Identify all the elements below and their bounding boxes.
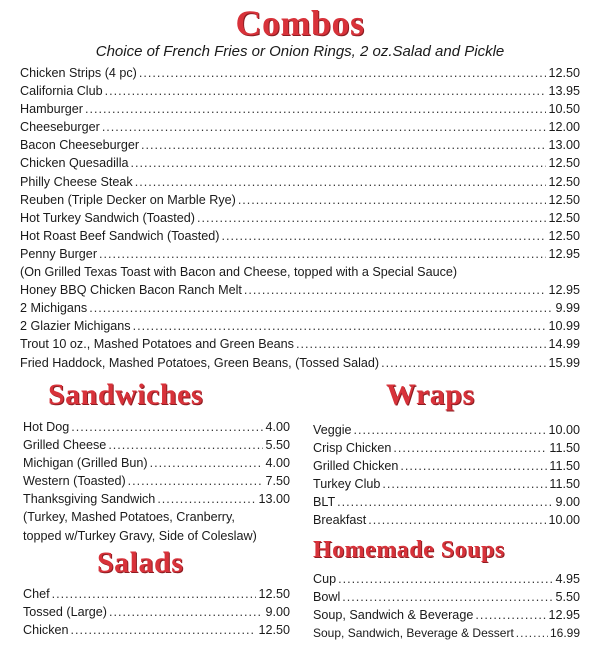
list-item [313, 624, 580, 642]
dot-leader [393, 439, 547, 457]
dot-leader [102, 118, 547, 136]
list-item [20, 136, 580, 154]
item-name: Tossed (Large) [23, 605, 107, 620]
item-price: 12.50 [548, 156, 580, 171]
list-item [313, 421, 580, 439]
list-item [20, 317, 580, 335]
dot-leader [135, 173, 547, 191]
item-name: Grilled Cheese [23, 438, 107, 453]
dot-leader [105, 82, 547, 100]
dot-leader [382, 475, 547, 493]
combos-list [20, 64, 580, 372]
sandwiches-list [23, 418, 290, 545]
item-price: 12.50 [258, 623, 290, 638]
list-item [20, 82, 580, 100]
item-name: Penny Burger [20, 246, 98, 261]
dot-leader [238, 191, 547, 209]
item-price: 11.50 [549, 441, 580, 456]
list-item [20, 173, 580, 191]
list-item [313, 511, 580, 529]
dot-leader [400, 457, 547, 475]
list-item [20, 227, 580, 245]
item-name: Chef [23, 587, 50, 601]
item-price: 11.50 [549, 477, 580, 492]
item-price: 9.00 [265, 605, 290, 620]
wraps-list [313, 421, 580, 530]
list-item [313, 606, 580, 624]
item-price: 12.50 [548, 66, 580, 80]
item-name: Hot Roast Beef Sandwich (Toasted) [20, 228, 220, 243]
item-name: Chicken [23, 623, 69, 638]
item-price: 16.99 [549, 626, 580, 641]
item-price: 13.95 [548, 84, 580, 99]
item-price: 7.50 [265, 474, 290, 489]
item-name: Trout 10 oz., Mashed Potatoes and Green Beans [20, 337, 294, 352]
item-name: Fried Haddock, Mashed Potatoes, Green Beans, (Tossed Salad) [20, 355, 380, 370]
dot-leader [354, 421, 547, 439]
list-item [23, 436, 290, 454]
item-price: 12.95 [548, 608, 580, 623]
thanksgiving-note-line: (Turkey, Mashed Potatoes, Cranberry, [23, 510, 235, 525]
item-name: Bowl [313, 590, 341, 605]
list-item [23, 490, 290, 508]
list-item [23, 621, 290, 639]
item-price: 10.00 [548, 513, 580, 528]
dot-leader [128, 472, 264, 490]
dot-leader [197, 209, 546, 227]
dot-leader [516, 624, 548, 642]
dot-leader [89, 299, 553, 317]
item-price: 9.00 [555, 495, 580, 510]
list-item [313, 475, 580, 493]
item-name: Veggie [313, 423, 352, 437]
list-item [20, 354, 580, 372]
item-price: 4.95 [555, 572, 580, 586]
item-name: Hot Turkey Sandwich (Toasted) [20, 210, 195, 225]
list-item [313, 439, 580, 457]
list-item [20, 64, 580, 82]
list-item [23, 603, 290, 621]
list-item [20, 281, 580, 299]
combos-heading: Combos [235, 3, 365, 43]
item-name: Turkey Club [313, 477, 381, 492]
item-name: Chicken Strips (4 pc) [20, 66, 137, 80]
item-name: Chicken Quesadilla [20, 156, 129, 171]
item-price: 4.00 [265, 456, 290, 471]
dot-leader [157, 490, 256, 508]
item-name: Philly Cheese Steak [20, 174, 133, 189]
list-item [313, 457, 580, 475]
item-price: 11.50 [549, 459, 580, 474]
dot-leader [71, 418, 263, 436]
dot-leader [85, 100, 546, 118]
dot-leader [108, 436, 263, 454]
item-price: 12.50 [548, 210, 580, 225]
item-name: Breakfast [313, 513, 367, 528]
item-price: 13.00 [548, 138, 580, 153]
item-price: 15.99 [548, 355, 580, 370]
list-item [20, 191, 580, 209]
item-price: 12.95 [548, 283, 580, 298]
item-name: Bacon Cheeseburger [20, 138, 140, 153]
list-item [20, 209, 580, 227]
item-price: 10.50 [548, 102, 580, 117]
combos-subtitle: Choice of French Fries or Onion Rings, 2 oz.Salad and Pickle [95, 43, 505, 60]
soups-list [313, 570, 580, 642]
item-price: 12.95 [548, 246, 580, 261]
list-item [20, 154, 580, 172]
item-name: Grilled Chicken [313, 459, 399, 474]
soups-heading: Homemade Soups [313, 537, 505, 563]
list-item [20, 245, 580, 263]
list-item [20, 118, 580, 136]
item-price: 13.00 [258, 492, 290, 507]
item-price: 12.50 [548, 228, 580, 243]
item-price: 12.50 [258, 587, 290, 601]
item-name: Cheeseburger [20, 120, 100, 135]
list-item [23, 585, 290, 603]
list-item [23, 472, 290, 490]
item-price: 12.50 [548, 174, 580, 189]
dot-leader [296, 335, 547, 353]
item-name: Honey BBQ Chicken Bacon Ranch Melt [20, 283, 242, 298]
dot-leader [141, 136, 546, 154]
sandwiches-heading: Sandwiches [48, 378, 204, 411]
item-name: Soup, Sandwich & Beverage [313, 608, 474, 623]
list-item [313, 588, 580, 606]
dot-leader [368, 511, 546, 529]
dot-leader [337, 493, 553, 511]
item-name: Cup [313, 572, 337, 586]
item-price: 4.00 [265, 420, 290, 434]
item-name: 2 Michigans [20, 301, 88, 316]
item-name: Western (Toasted) [23, 474, 126, 489]
thanksgiving-note-line: topped w/Turkey Gravy, Side of Coleslaw) [23, 528, 257, 543]
dot-leader [139, 64, 547, 82]
item-price: 5.50 [555, 590, 580, 605]
dot-leader [133, 317, 547, 335]
list-item [23, 454, 290, 472]
dot-leader [109, 603, 263, 621]
item-name: Hamburger [20, 102, 83, 117]
item-name: Hot Dog [23, 420, 70, 434]
item-name: Michigan (Grilled Bun) [23, 456, 148, 471]
dot-leader [222, 227, 547, 245]
item-name: Soup, Sandwich, Beverage & Dessert [313, 626, 514, 641]
dot-leader [71, 621, 257, 639]
item-price: 10.99 [548, 319, 580, 334]
dot-leader [52, 585, 257, 603]
dot-leader [150, 454, 264, 472]
dot-leader [475, 606, 546, 624]
item-price: 9.99 [555, 301, 580, 316]
dot-leader [99, 245, 546, 263]
wraps-heading: Wraps [386, 378, 475, 411]
item-name: 2 Glazier Michigans [20, 319, 131, 334]
item-name: Reuben (Triple Decker on Marble Rye) [20, 192, 236, 207]
item-name: Crisp Chicken [313, 441, 392, 456]
list-item [313, 493, 580, 511]
dot-leader [381, 354, 546, 372]
item-name: Thanksgiving Sandwich [23, 492, 156, 507]
list-item [20, 335, 580, 353]
list-item [20, 100, 580, 118]
item-price: 12.50 [548, 192, 580, 207]
salads-heading: Salads [97, 546, 184, 579]
penny-burger-note: (On Grilled Texas Toast with Bacon and Cheese, topped with a Special Sauce) [20, 265, 458, 280]
item-price: 12.00 [548, 120, 580, 135]
list-item [20, 299, 580, 317]
dot-leader [131, 154, 547, 172]
list-item [23, 418, 290, 436]
item-name: California Club [20, 84, 103, 99]
item-price: 10.00 [548, 423, 580, 437]
item-name: BLT [313, 495, 336, 510]
item-price: 5.50 [265, 438, 290, 453]
dot-leader [338, 570, 553, 588]
salads-list [23, 585, 290, 639]
dot-leader [244, 281, 547, 299]
list-item [313, 570, 580, 588]
dot-leader [342, 588, 553, 606]
item-price: 14.99 [548, 337, 580, 352]
